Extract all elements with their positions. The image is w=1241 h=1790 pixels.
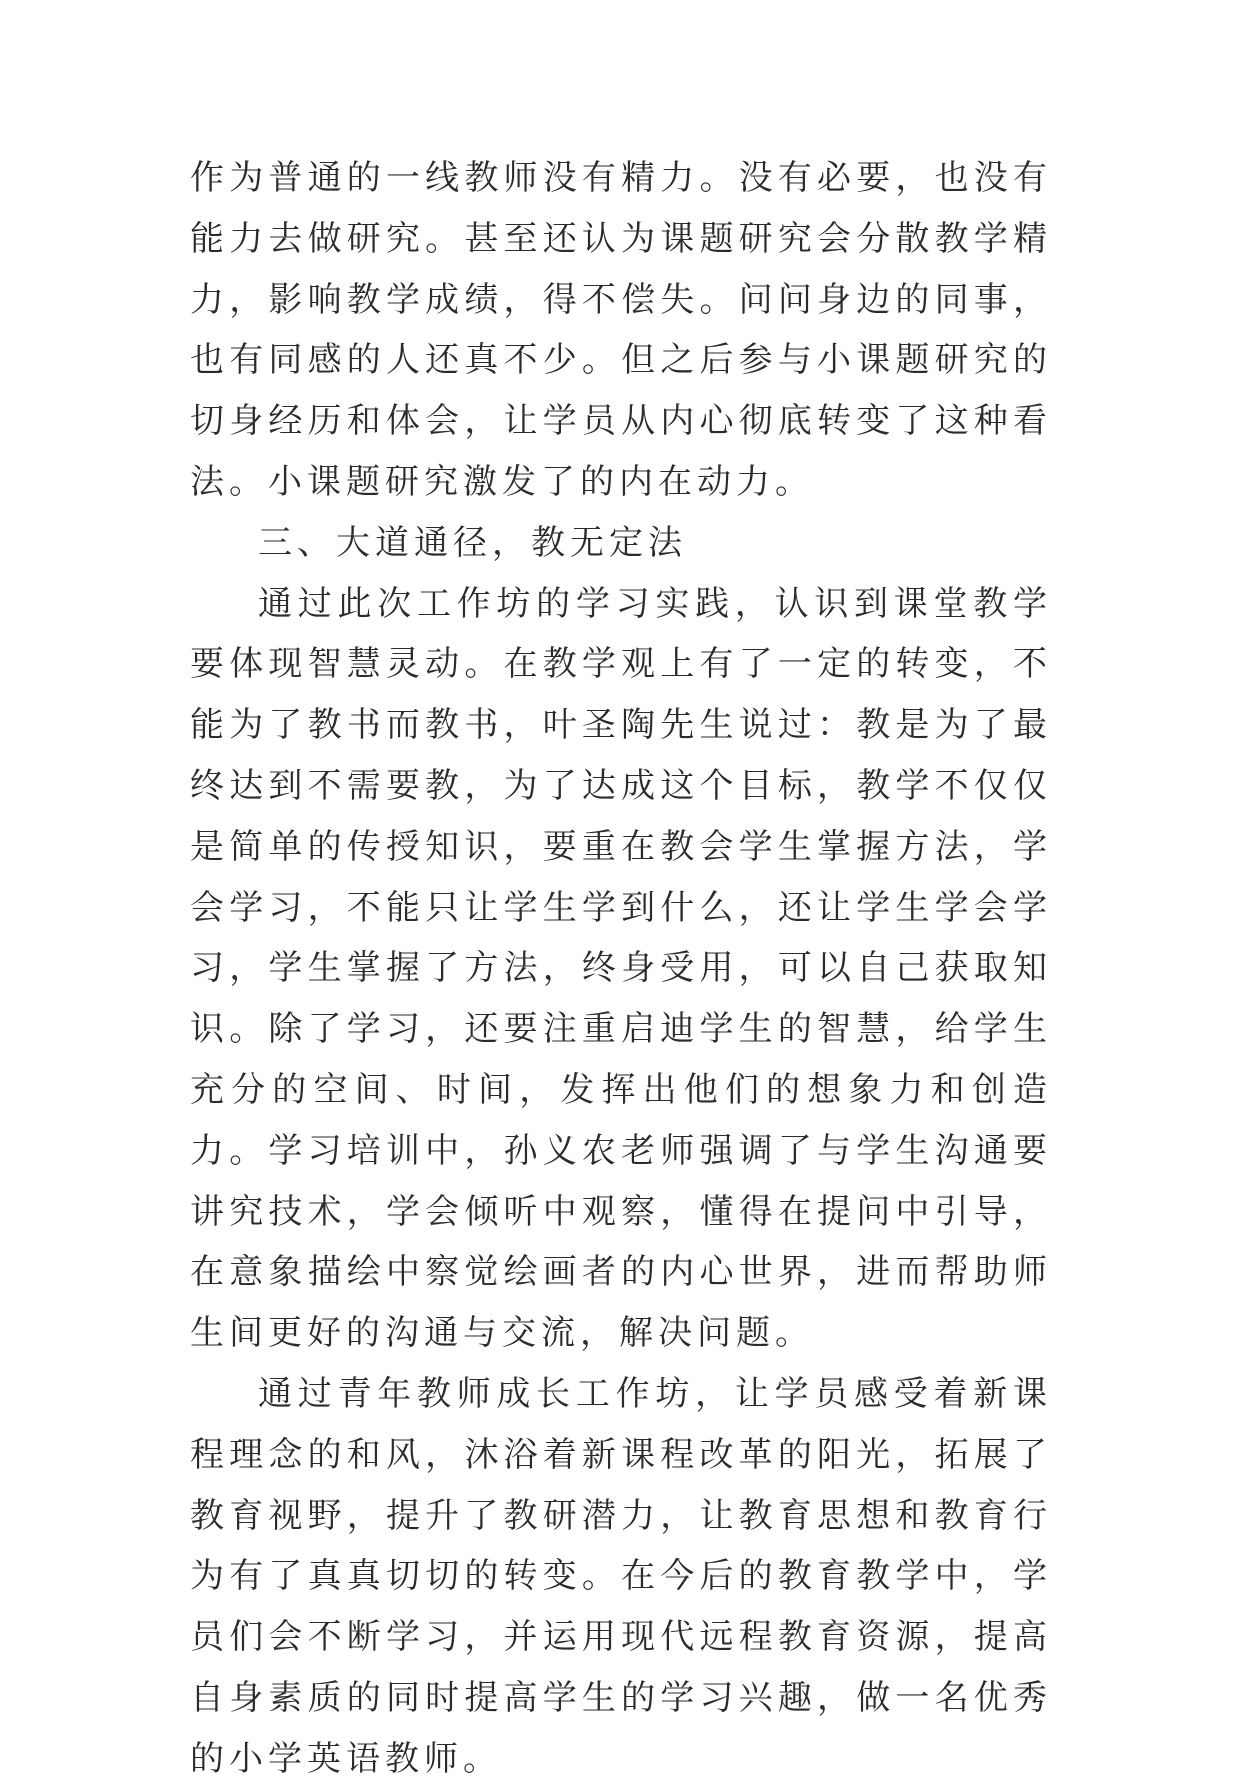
paragraph-conclusion: 通过青年教师成长工作坊，让学员感受着新课程理念的和风，沐浴着新课程改革的阳光，拓展了教育视野，提升了教研潜力，让教育思想和教育行为有了真真切切的转变。在今后的教育教学中，学员们会不断学习，并运用现代远程教育资源，提高自身素质的同时提高学生的学习兴趣，做一名优秀的小学英语教师。	[190, 1373, 1052, 1779]
section-heading: 三、大道通径，教无定法	[258, 522, 687, 563]
document-body	[190, 148, 1052, 1790]
paragraph-workshop-practice: 通过此次工作坊的学习实践，认识到课堂教学要体现智慧灵动。在教学观上有了一定的转变，不能为了教书而教书，叶圣陶先生说过：教是为了最终达到不需要教，为了达成这个目标，教学不仅仅是简单的传授知识，要重在教会学生掌握方法，学会学习，不能只让学生学到什么，还让学生学会学习，学生掌握了方法，终身受用，可以自己获取知识。除了学习，还要注重启迪学生的智慧，给学生充分的空间、时间，发挥出他们的想象力和创造力。学习培训中，孙义农老师强调了与学生沟通要讲究技术，学会倾听中观察，懂得在提问中引导，在意象描绘中察觉绘画者的内心世界，进而帮助师生间更好的沟通与交流，解决问题。	[190, 583, 1052, 1354]
paragraph-continuation: 作为普通的一线教师没有精力。没有必要，也没有能力去做研究。甚至还认为课题研究会分散教学精力，影响教学成绩，得不偿失。问问身边的同事，也有同感的人还真不少。但之后参与小课题研究的切身经历和体会，让学员从内心彻底转变了这种看法。小课题研究激发了的内在动力。	[190, 158, 1052, 502]
